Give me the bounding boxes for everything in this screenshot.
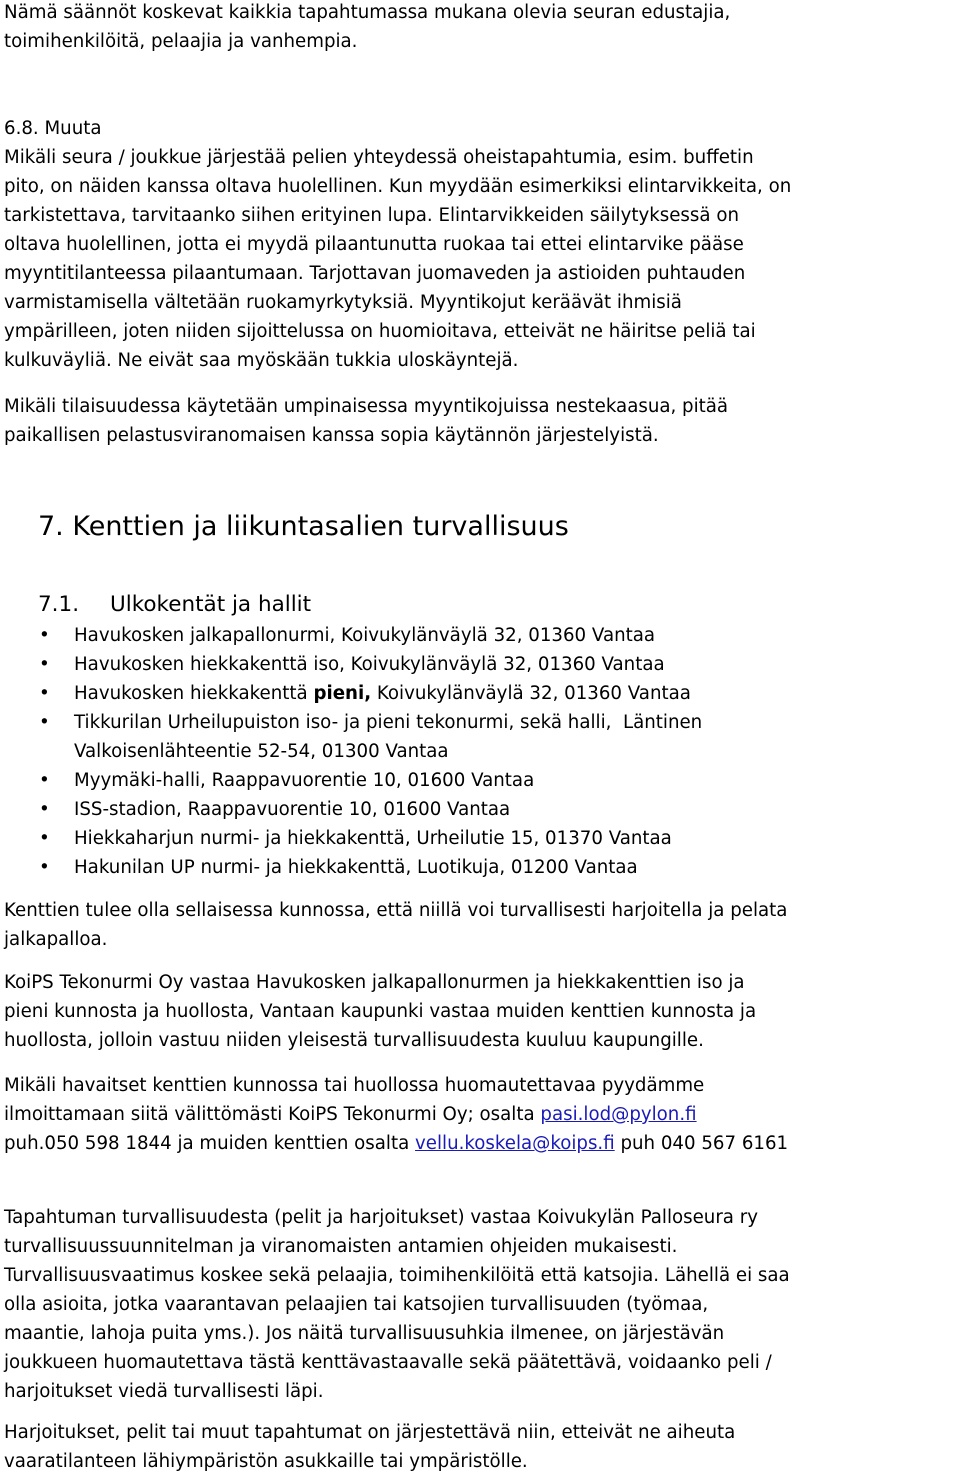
bullet-icon: • [39,625,50,646]
text-line: pieni kunnosta ja huollosta, Vantaan kaupunki vastaa muiden kenttien kunnosta ja [4,1001,757,1022]
heading-title: Ulkokentät ja hallit [110,592,312,617]
venue-item [0,853,960,882]
text-line: ympärilleen, joten niiden sijoittelussa on huomioitava, etteivät ne häiritse peliä tai [4,321,756,342]
venue-text: Valkoisenlähteentie 52-54, 01300 Vantaa [74,741,449,762]
text-line: Mikäli havaitset kenttien kunnossa tai huollossa huomautettavaa pyydämme [4,1075,705,1096]
text-line: varmistamisella vältetään ruokamyrkytyksiä. Myyntikojut keräävät ihmisiä [4,292,682,313]
field-condition-paragraph [4,896,960,954]
text-line: paikallisen pelastusviranomaisen kanssa sopia käytännön järjestelyistä. [4,425,659,446]
text-line: Nämä säännöt koskevat kaikkia tapahtumassa mukana olevia seuran edustajia, [4,2,731,23]
venue-text: Havukosken hiekkakenttä iso, Koivukylänväylä 32, 01360 Vantaa [74,654,665,675]
text-line: myyntitilanteessa pilaantumaan. Tarjottavan juomaveden ja astioiden puhtauden [4,263,746,284]
venue-text: Havukosken hiekkakenttä [74,683,314,704]
intro-paragraph [4,0,960,56]
section-6-8-gas-paragraph [4,392,960,450]
text-line: Mikäli seura / joukkue järjestää pelien yhteydessä oheistapahtumia, esim. buffetin [4,147,754,168]
venue-text: Koivukylänväylä 32, 01360 Vantaa [371,683,691,704]
text-line [4,1129,960,1158]
venue-item [0,795,960,824]
text-line: tarkistettava, tarvitaanko siihen erityinen lupa. Elintarvikkeiden säilytyksessä on [4,205,739,226]
venue-item [0,650,960,679]
venue-list [0,621,960,882]
text-line: oltava huolellinen, jotta ei myydä pilaantunutta ruokaa tai ettei elintarvike pääse [4,234,744,255]
email-link-koips-tekonurmi[interactable]: pasi.lod@pylon.fi [540,1104,697,1125]
venue-text: Myymäki-halli, Raappavuorentie 10, 01600 Vantaa [74,770,535,791]
text-line: Harjoitukset, pelit tai muut tapahtumat on järjestettävä niin, etteivät ne aiheuta [4,1422,736,1443]
venue-item [0,708,960,766]
text-line: turvallisuussuunnitelman ja viranomaisten antamien ohjeiden mukaisesti. [4,1236,678,1257]
text-line: olla asioita, jotka vaarantavan pelaajien tai katsojien turvallisuuden (työmaa, [4,1294,709,1315]
event-safety-paragraph [4,1203,960,1406]
venue-item [0,766,960,795]
heading-text: 6.8. Muuta [4,118,102,139]
section-6-8-paragraph [4,143,960,375]
text-line: toimihenkilöitä, pelaajia ja vanhempia. [4,31,358,52]
text-line: Kenttien tulee olla sellaisessa kunnossa, että niillä voi turvallisesti harjoitella ja pelata [4,900,788,921]
text-span: ilmoittamaan siitä välittömästi KoiPS Tekonurmi Oy; osalta [4,1104,541,1125]
bullet-icon: • [39,683,50,704]
venue-text: Havukosken jalkapallonurmi, Koivukylänväylä 32, 01360 Vantaa [74,625,656,646]
section-heading-7-1 [38,590,311,620]
text-line: KoiPS Tekonurmi Oy vastaa Havukosken jalkapallonurmen ja hiekkakenttien iso ja [4,972,745,993]
text-line: vaaratilanteen lähiympäristön asukkaille tai ympäristölle. [4,1451,528,1472]
bullet-icon: • [39,654,50,675]
venue-text: Hakunilan UP nurmi- ja hiekkakenttä, Luotikuja, 01200 Vantaa [74,857,638,878]
venue-item [0,621,960,650]
text-span: puh.050 598 1844 ja muiden kenttien osalta [4,1133,416,1154]
text-line: Tapahtuman turvallisuudesta (pelit ja harjoitukset) vastaa Koivukylän Palloseura ry [4,1207,758,1228]
bullet-icon: • [39,857,50,878]
section-heading-6-8 [4,114,960,143]
bullet-icon: • [39,828,50,849]
bullet-icon: • [39,712,50,733]
text-line [4,1100,960,1129]
bullet-icon: • [39,799,50,820]
bullet-icon: • [39,770,50,791]
maintenance-responsibility-paragraph [4,968,960,1055]
text-line: kulkuväyliä. Ne eivät saa myöskään tukkia uloskäyntejä. [4,350,519,371]
venue-text: Tikkurilan Urheilupuiston iso- ja pieni tekonurmi, sekä halli, Läntinen [74,712,703,733]
text-line: huollosta, jolloin vastuu niiden yleisestä turvallisuudesta kuuluu kaupungille. [4,1030,704,1051]
section-heading-7: 7. Kenttien ja liikuntasalien turvallisuus [38,511,569,542]
text-line: maantie, lahoja puita yms.). Jos näitä turvallisuusuhkia ilmenee, on järjestävän [4,1323,725,1344]
text-line: jalkapalloa. [4,929,108,950]
text-line: joukkueen huomautettava tästä kenttävastaavalle sekä päätettävä, voidaanko peli / [4,1352,772,1373]
text-span: puh 040 567 6161 [614,1133,789,1154]
heading-number: 7.1. [38,592,80,617]
text-line: Turvallisuusvaatimus koskee sekä pelaajia, toimihenkilöitä että katsojia. Lähellä ei saa [4,1265,790,1286]
venue-item [0,679,960,708]
text-line: pito, on näiden kanssa oltava huolellinen. Kun myydään esimerkiksi elintarvikkeita, on [4,176,792,197]
venue-text: Hiekkaharjun nurmi- ja hiekkakenttä, Urheilutie 15, 01370 Vantaa [74,828,672,849]
text-line: Mikäli tilaisuudessa käytetään umpinaisessa myyntikojuissa nestekaasua, pitää [4,396,729,417]
venue-item [0,824,960,853]
venue-text: ISS-stadion, Raappavuorentie 10, 01600 Vantaa [74,799,511,820]
venue-text-emphasis: pieni, [313,683,372,704]
environment-paragraph [4,1418,960,1476]
text-line: harjoitukset viedä turvallisesti läpi. [4,1381,324,1402]
report-issues-paragraph [4,1071,960,1158]
email-link-vellu-koskela[interactable]: vellu.koskela@koips.fi [415,1133,615,1154]
